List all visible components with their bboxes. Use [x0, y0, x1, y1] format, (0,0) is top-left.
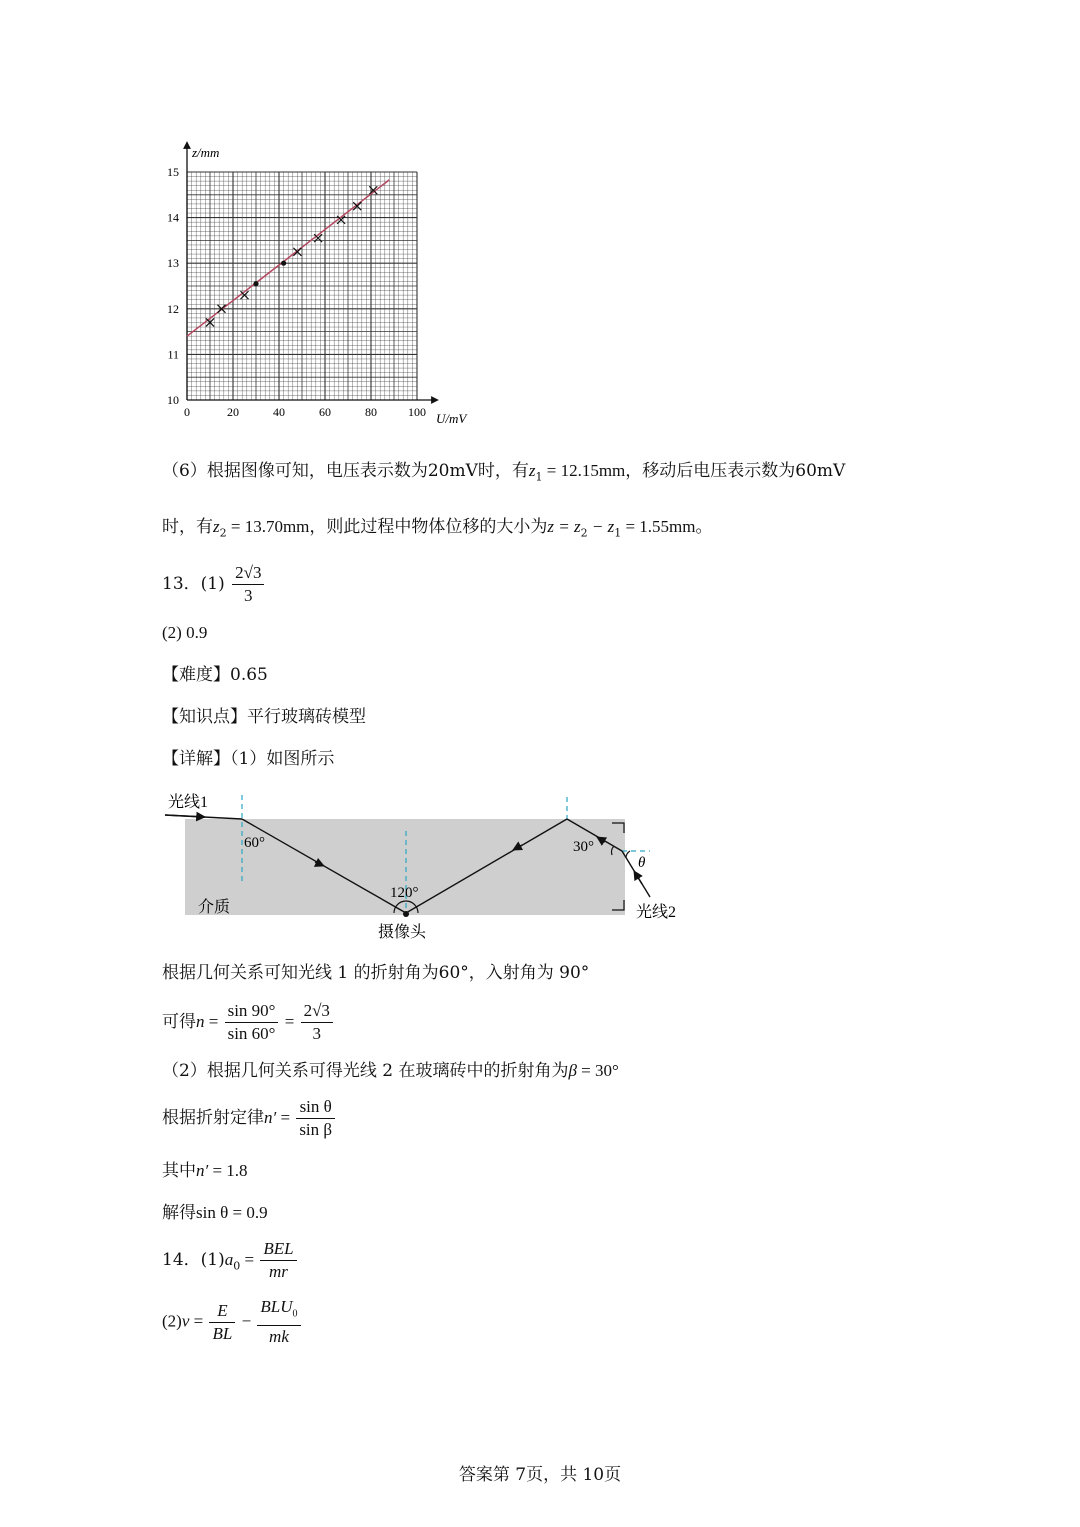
y-tick-label: 14 [167, 210, 179, 225]
y-tick-label: 10 [167, 393, 179, 407]
y-tick-label: 11 [167, 347, 179, 362]
y-tick-label: 15 [167, 165, 179, 179]
data-point-dot [253, 281, 258, 286]
solution-line-1: 根据几何关系可知光线 1 的折射角为60°，入射角为 90° [162, 963, 590, 983]
x-tick-label: 80 [365, 405, 377, 419]
label-ray2: 光线2 [636, 904, 677, 921]
ray1-arrow [165, 815, 205, 817]
solution-line-6: 解得sin θ = 0.9 [162, 1203, 268, 1223]
x-tick-label: 100 [408, 405, 426, 419]
q14-part2: (2)v = $\frac{E}{BL}$ − $\frac{BLU_0}{mk}$ [162, 1296, 303, 1348]
label-theta: θ [638, 855, 646, 871]
solution-line-3: （2）根据几何关系可得光线 2 在玻璃砖中的折射角为β = 30° [162, 1061, 619, 1081]
label-camera: 摄像头 [378, 924, 427, 941]
label-medium: 介质 [198, 899, 231, 916]
chart-grid [187, 172, 417, 400]
x-tick-label: 0 [184, 405, 190, 419]
q13-part2: (2) 0.9 [162, 623, 208, 642]
solution-line-2: 可得n = $\frac{\sin 90^\circ}{\sin 60^\circ}$ = $\frac{2√3}{3}$ [162, 1000, 335, 1045]
p6-line1: （6）根据图像可知，电压表示数为20mV时，有$z_1 = 12.15mm$，移动后电压表示数为60mV [162, 461, 846, 484]
data-points [206, 186, 377, 326]
label-60: 60° [244, 835, 265, 851]
tick-labels [167, 165, 426, 419]
data-point-dot [281, 261, 286, 266]
z-vs-u-chart [150, 135, 490, 435]
chart-axes [187, 145, 435, 400]
camera-dot [403, 911, 409, 917]
x-tick-label: 40 [273, 405, 285, 419]
angle-arc-theta [626, 851, 630, 858]
difficulty: 【难度】0.65 [162, 665, 268, 685]
x-tick-label: 60 [319, 405, 331, 419]
label-30: 30° [573, 839, 594, 855]
knowledge-point: 【知识点】平行玻璃砖模型 [162, 707, 366, 727]
solution-line-4: 根据折射定律n′ = $\frac{\text{sin θ}}{\text{sin β}}$ [162, 1096, 337, 1141]
p6-line2: 时，有$z_2 = 13.70mm$，则此过程中物体位移的大小为$z = z_2 - z_1 = 1.55mm$。 [162, 517, 713, 540]
label-120: 120° [390, 885, 419, 901]
solution-line-5: 其中n′ = 1.8 [162, 1161, 248, 1181]
q14-part1: 14．$(1)a_0$ = $\frac{\text{BEL}}{mr}$ [162, 1238, 299, 1283]
page-footer: 答案第 7页，共 10页 [458, 1465, 622, 1485]
y-tick-label: 12 [167, 301, 179, 316]
x-axis-label: U/mV [436, 411, 467, 426]
glass-brick-diagram [160, 785, 700, 945]
detail-heading: 【详解】（1）如图所示 [162, 749, 335, 769]
y-axis-label: z/mm [192, 145, 220, 160]
q13-part1: 13．(1) $\frac{2√3}{3}$ [162, 562, 266, 607]
y-tick-label: 13 [167, 256, 179, 271]
x-tick-label: 20 [227, 405, 239, 419]
ray2-incident-arrow [634, 871, 642, 884]
label-ray1: 光线1 [168, 794, 209, 811]
